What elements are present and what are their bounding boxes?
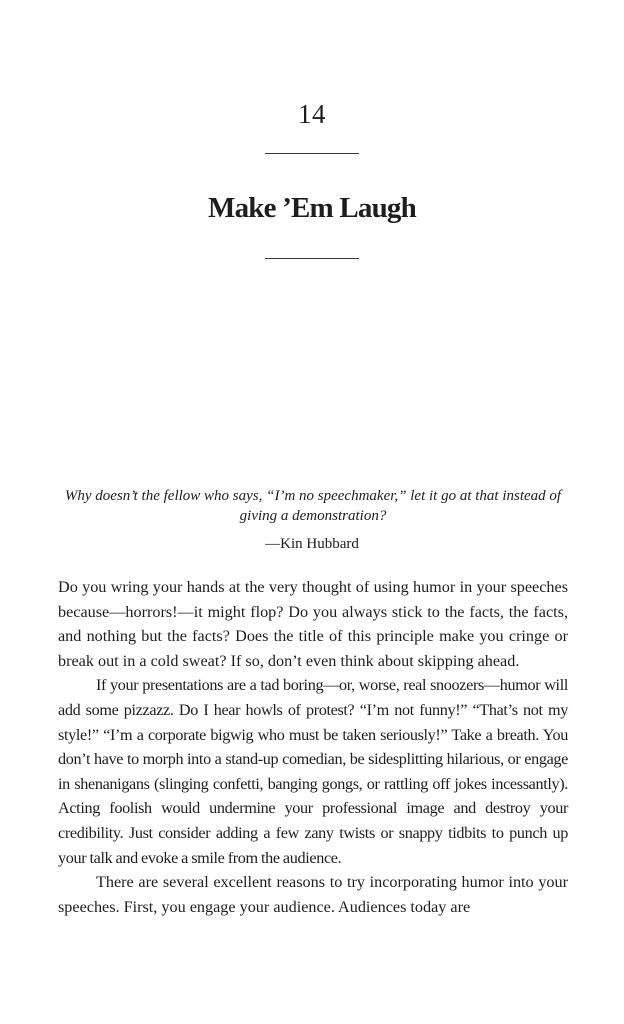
- paragraph-1: Do you wring your hands at the very thought of using humor in your speeches because—horrors!—it might flop? Do you always stick to the facts, the facts, and nothing but the facts? Does the title of this principle make you cringe or break out in a cold sweat? If so, don’t even think about skipping ahead.: [58, 578, 568, 670]
- chapter-title: Make ’Em Laugh: [208, 192, 416, 224]
- body-text: [58, 575, 568, 919]
- paragraph-3: There are several excellent reasons to try incorporating humor into your speeches. First, you engage your audience. Audiences today are: [58, 873, 568, 916]
- epigraph-author: —Kin Hubbard: [265, 536, 359, 552]
- title-rule-top: [265, 153, 359, 154]
- chapter-number: 14: [298, 99, 326, 129]
- title-rule-bottom: [265, 258, 359, 259]
- paragraph-2: If your presentations are a tad boring—or, worse, real snoozers—humor will add some pizzazz. Do I hear howls of protest? “I’m not funny!” “That’s not my style!” “I’m a corporate bigwig who must be taken seriously!” Take a breath. You don’t have to morph into a stand-up comedian, be sidesplitting hilarious, or engage in shenanigans (slinging confetti, banging gongs, or rattling off jokes incessantly). Acting foolish would undermine your professional image and destroy your credibility. Just consider adding a few zany twists or snappy tidbits to punch up your talk and evoke a smile from the audience.: [58, 676, 568, 867]
- epigraph-quote: Why doesn’t the fellow who says, “I’m no speechmaker,” let it go at that instead of giving a demonstration?: [64, 488, 562, 524]
